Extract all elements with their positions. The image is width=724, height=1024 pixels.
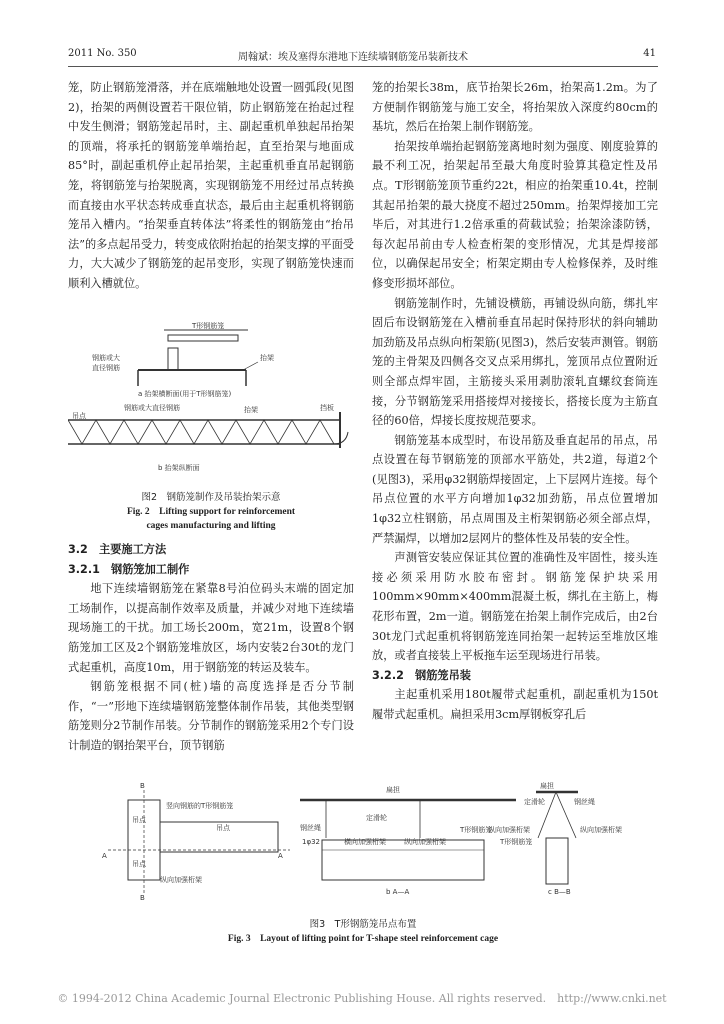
left-column-top: [68, 78, 354, 294]
fig2-cap-a: a 抬架横断面(用于T形钢筋笼): [138, 390, 232, 398]
fig2-cap-b: b 抬架纵断面: [158, 464, 200, 472]
figure-2-caption-en-2: cages manufacturing and lifting: [146, 521, 276, 531]
figure-2: [68, 320, 354, 531]
fig3-b-label-4: 1φ32: [302, 838, 320, 846]
fig3-a-label-1: 竖向钢筋的T形钢筋笼: [166, 802, 234, 810]
fig2-label-frame2: 抬架: [244, 406, 258, 414]
copyright-footer: © 1994-2012 China Academic Journal Electronic Publishing House. All rights reserved. http://www.cnki.net: [57, 992, 667, 1005]
fig3-b-label-5: 横向加强桁架: [344, 838, 386, 846]
fig3-c-label-5: T形钢筋笼: [500, 838, 533, 846]
section-heading-3-2-1: 3.2.1 钢筋笼加工制作: [68, 562, 190, 576]
fig3-a-A-right: A: [278, 852, 283, 860]
cage-section-aa: [322, 840, 484, 880]
left-column-bottom: [68, 540, 354, 756]
article-running-title: 周翰斌：埃及塞得东港地下连续墙钢筋笼吊装新技术: [238, 52, 468, 63]
fig3-c-label-3: 钢丝绳: [574, 798, 595, 806]
figure-3: [68, 778, 658, 948]
sling-c-2: [556, 792, 576, 838]
fig3-a-label-2: 吊点: [132, 816, 146, 824]
header-rule: [68, 66, 658, 67]
fig2-label-lift: 吊点: [72, 412, 86, 420]
fig3-a-B-top: B: [140, 782, 145, 790]
figure-2-caption-cn: 图2 钢筋笼制作及吊装抬架示意: [141, 492, 281, 503]
fig2-label-weld2: 钢筋或大: [92, 354, 120, 362]
section-heading-3-2-2: 3.2.2 钢筋笼吊装: [372, 668, 471, 682]
fig3-a-B-bot: B: [140, 894, 145, 902]
truss-web: [68, 420, 334, 444]
paragraph: 钢筋笼根据不同(桩)墙的高度选择是否分节制作，“一”形地下连续墙钢筋笼整体制作吊装，其他类型钢筋笼则分2节制作吊装。分节制作的钢筋笼采用2个专门设计制造的钢抬架平台，顶节钢筋: [68, 680, 354, 752]
paragraph: 笼的抬架长38m，底节抬架长26m，抬架高1.2m。为了方便制作钢筋笼与施工安全，将抬架放入深度约80cm的基坑，然后在抬架上制作钢筋笼。: [372, 81, 658, 134]
fig2-label-bar: 钢筋或大直径钢筋: [124, 404, 180, 412]
figure-2-drawing: [68, 320, 354, 485]
fig3-c-cap: c B—B: [548, 888, 571, 896]
fig3-b-label-6: 纵向加强桁架: [404, 838, 446, 846]
paragraph: 笼，防止钢筋笼滑落，并在底端触地处设置一圆弧段(见图2)，抬架的两侧设置若干限位销，防止钢筋笼在抬起过程中发生侧滑；钢筋笼起吊时，主、副起重机单独起吊抬架的顶端，将承托的钢筋笼单端抬起，直至抬架与地面成85°时，副起重机停止起吊抬架，主起重机垂直吊起钢筋笼，将钢筋笼与抬架脱离，实现钢筋笼不用经过吊点转换而直接由水平状态转成垂直状态，最后由主起重机将钢筋笼吊入槽内。“抬架垂直转体法”将柔性的钢筋笼由“抬吊法”的多点起吊受力，转变成依附抬起的抬架支撑的平面受力，大大减少了钢筋笼的起吊变形，实现了钢筋笼快速而顺利入槽就位。: [68, 81, 354, 290]
running-header: [68, 48, 656, 64]
right-column: [372, 78, 658, 725]
fig3-b-label-1: 扁担: [386, 786, 400, 794]
paragraph: 抬架按单端抬起钢筋笼离地时刻为强度、刚度验算的最不利工况，抬架起吊至最大角度时验算其稳定性及吊点。T形钢筋笼顶节重约22t，相应的抬架重10.4t，控制其起吊抬架的最大挠度不超过250mm。抬架焊接加工完毕后，对其进行1.2倍承重的荷载试验；抬架涂漆防锈，每次起吊前由专人检查桁架的变形情况，尤其是焊接部位，以确保起吊安全；桁架定期由专人检修保养，及时维修变形损坏部位。: [372, 139, 658, 290]
fig2-label-cage: T形钢筋笼: [192, 322, 225, 330]
figure-3-caption-en: Fig. 3 Layout of lifting point for T-shape steel reinforcement cage: [227, 934, 499, 944]
fig3-b-cap: b A—A: [386, 888, 410, 896]
fig3-b-label-2: 定滑轮: [366, 814, 387, 822]
fig2-label-weld: 直径钢筋: [92, 364, 120, 372]
fig3-c-label-1: 扁担: [540, 782, 554, 790]
figure-3-caption-cn: 图3 T形钢筋笼吊点布置: [309, 919, 417, 930]
fig3-c-label-4: 纵向加强桁架: [488, 826, 530, 834]
fig3-c-label-6: 纵向加强桁架: [580, 826, 622, 834]
cage-web: [168, 348, 178, 370]
paragraph: 声测管安装应保证其位置的准确性及牢固性，接头连接必须采用防水胶布密封。钢筋笼保护块采用100mm×90mm×400mm混凝土板，绑扎在主筋上，梅花形布置，2m一道。钢筋笼在抬架上制作完成后，由2台30t龙门式起重机将钢筋笼连同抬架一起转运至堆放区堆放，或者直接装上平板拖车运至现场进行吊装。: [372, 551, 658, 663]
cage-section-bb: [546, 838, 568, 884]
page-number: 41: [643, 48, 656, 59]
paragraph: 钢筋笼制作时，先铺设横筋，再铺设纵向筋，绑扎牢固后布设钢筋笼在入槽前垂直吊起时保持形状的斜向辅助加劲筋及吊点纵向桁架筋(见图3)，然后安装声测管。钢筋笼的主骨架及四侧各交叉点采用绑扎，笼顶吊点位置附近则全部点焊牢固，主筋接头采用剥肋滚轧直螺纹套筒连接，分节钢筋笼采用搭接焊对接接长，搭接长度为主筋直径的60倍，焊接长度按规范要求。: [372, 296, 658, 428]
leader-frame: [243, 362, 258, 370]
section-heading-3-2: 3.2 主要施工方法: [68, 543, 167, 556]
paragraph: 主起重机采用180t履带式起重机，副起重机为150t履带式起重机。扁担采用3cm厚钢板穿孔后: [372, 688, 658, 721]
fig2-label-stop: 挡板: [320, 404, 334, 412]
cage-rect: [168, 335, 238, 341]
fig3-b-label-7: T形钢筋笼: [460, 826, 493, 834]
figure-2-caption-en-1: Fig. 2 Lifting support for reinforcement: [126, 507, 296, 517]
fig3-a-A-left: A: [102, 852, 107, 860]
fig3-a-label-3: 吊点: [216, 824, 230, 832]
fig3-a-label-4: 吊点: [132, 860, 146, 868]
paragraph: 地下连续墙钢筋笼在紧靠8号泊位码头末端的固定加工场制作，以提高制作效率及质量，并减少对地下连续墙现场施工的干扰。加工场长200m，宽21m，设置8个钢筋笼加工区及2个钢筋笼堆放区，场内安装2台30t的龙门式起重机，高度10m，用于钢筋笼的转运及装车。: [68, 582, 354, 674]
paragraph: 钢筋笼基本成型时，布设吊筋及垂直起吊的吊点，吊点设置在每节钢筋笼的顶部水平筋处，共2道，每道2个(见图3)，采用φ32钢筋焊接固定，上下层网片连接。每个吊点位置的水平方向增加1φ32加劲筋，吊点位置增加1φ32立柱钢筋，吊点周围及主桁架钢筋必须全部点焊，严禁漏焊，以增加2层网片的整体性及吊装的安全性。: [372, 433, 658, 545]
fig3-a-label-5: 纵向加强桁架: [160, 876, 202, 884]
fig3-b-label-3: 钢丝绳: [300, 824, 321, 832]
journal-issue: 2011 No. 350: [68, 48, 137, 59]
fig2-label-frame: 抬架: [260, 354, 274, 362]
figure-3-drawing: [68, 778, 658, 906]
fig3-c-label-2: 定滑轮: [524, 798, 545, 806]
